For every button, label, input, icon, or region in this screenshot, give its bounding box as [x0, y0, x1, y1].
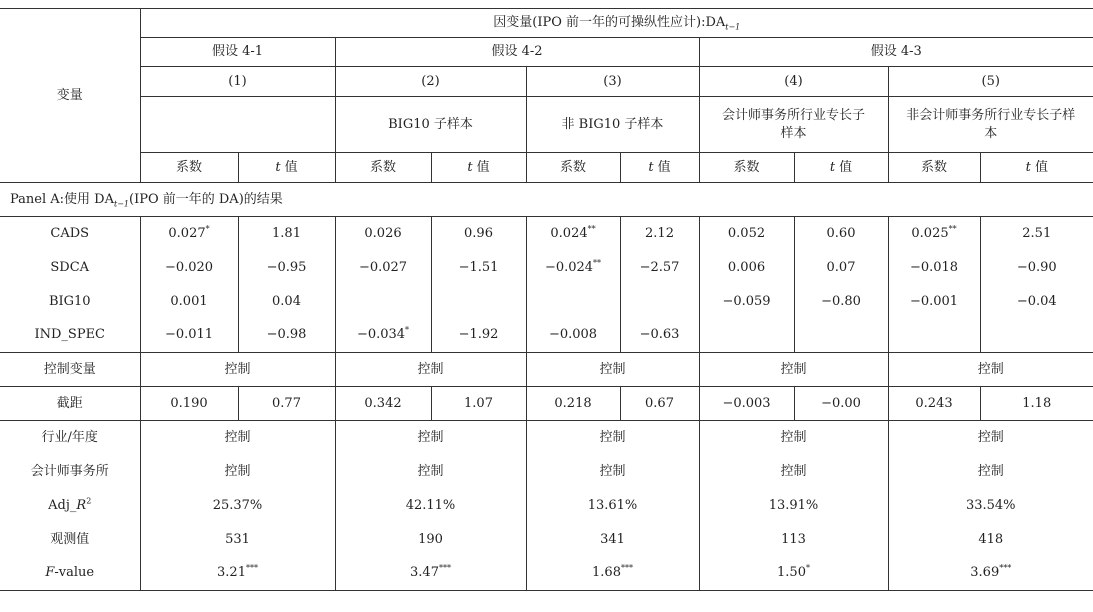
cell-value: −0.027: [358, 259, 408, 275]
summary-cell: 3.21***: [140, 557, 335, 591]
summary-cell: 42.11%: [335, 489, 526, 523]
significance-stars: *: [405, 325, 410, 335]
summary-cell: 控制: [526, 455, 699, 489]
model-2-header: (2): [335, 67, 526, 97]
cell-value: 0.96: [464, 225, 493, 241]
row-label: 观测值: [50, 531, 90, 547]
summary-cell: 531: [140, 523, 335, 557]
summary-cell: 控制: [140, 455, 335, 489]
cell-value: −0.80: [821, 293, 861, 309]
cell-value: 0.026: [364, 225, 402, 241]
panel-a-title: Panel A:使用 $DA_{t-1}(IPO$ 前一年的 DA)的结果: [0, 183, 1093, 217]
hypothesis-4-1-header: 假设 4-1: [140, 38, 335, 67]
table-cell: [699, 285, 794, 319]
t-value-header: t 值: [431, 153, 526, 183]
t-value-header: t 值: [794, 153, 888, 183]
table-cell: [238, 285, 335, 319]
cell-value: 0.001: [170, 293, 208, 309]
table-cell: [526, 217, 620, 251]
table-cell: 0.77: [238, 387, 335, 421]
cell-value: −0.95: [266, 259, 307, 275]
table-cell: 1.07: [431, 387, 526, 421]
summary-cell: 13.61%: [526, 489, 699, 523]
table-cell: [140, 217, 238, 251]
model-3-header: (3): [526, 67, 699, 97]
coef-header: 系数: [526, 153, 620, 183]
cell-value: −0.020: [164, 259, 214, 275]
table-cell: [431, 251, 526, 285]
summary-cell: 1.68***: [526, 557, 699, 591]
row-label: 控制变量: [0, 353, 140, 387]
table-cell: [140, 319, 238, 353]
cell-value: 0.024: [550, 225, 588, 241]
model-4-header: (4): [699, 67, 888, 97]
table-cell: [238, 217, 335, 251]
cell-value: −0.059: [722, 293, 771, 309]
industry-year-row: [0, 421, 1093, 455]
table-cell: −0.003: [699, 387, 794, 421]
table-cell: [140, 251, 238, 285]
control-cell: 控制: [335, 353, 526, 387]
summary-cell: 3.47***: [335, 557, 526, 591]
adj-r2-row: [0, 489, 1093, 523]
row-label: $Adj\_R^2$: [48, 496, 92, 513]
row-label: CADS: [50, 225, 90, 241]
summary-cell: 113: [699, 523, 888, 557]
summary-cell: 190: [335, 523, 526, 557]
cell-value: −2.57: [639, 259, 680, 275]
summary-cell: 控制: [140, 421, 335, 455]
row-label: 行业/年度: [41, 429, 98, 445]
summary-cell: 1.50*: [699, 557, 888, 591]
summary-cell: 控制: [888, 421, 1093, 455]
cell-value: −0.63: [639, 327, 680, 343]
coef-header: 系数: [888, 153, 980, 183]
sample-2-label: BIG10 子样本: [335, 97, 526, 153]
hypothesis-4-2-header: 假设 4-2: [335, 38, 699, 67]
table-cell: [620, 217, 699, 251]
sample-3-label: 非 BIG10 子样本: [526, 97, 699, 153]
cell-value: 0.027: [168, 225, 206, 241]
table-cell: [431, 319, 526, 353]
t-value-header: t 值: [980, 153, 1093, 183]
cell-value: −0.008: [548, 327, 598, 343]
sample-1-label: [140, 97, 335, 153]
cell-value: −0.001: [909, 293, 959, 309]
cell-value: −0.034: [356, 327, 406, 343]
control-variables-row: [0, 353, 1093, 387]
audit-firm-row: [0, 455, 1093, 489]
table-cell: [335, 217, 431, 251]
table-cell: [980, 319, 1093, 353]
coef-header: 系数: [699, 153, 794, 183]
table-cell: [431, 217, 526, 251]
cell-value: 0.60: [826, 225, 856, 241]
t-value-header: t 值: [238, 153, 335, 183]
summary-cell: 33.54%: [888, 489, 1093, 523]
table-cell: [431, 285, 526, 319]
f-value-row: [0, 557, 1093, 591]
row-label: SDCA: [50, 259, 90, 275]
summary-cell: 控制: [335, 421, 526, 455]
sample-4-label: 会计师事务所行业专长子样本: [699, 97, 888, 153]
cell-value: 2.12: [645, 225, 674, 241]
table-row: [0, 217, 1093, 251]
table-cell: [888, 319, 980, 353]
summary-cell: 控制: [526, 421, 699, 455]
cell-value: 0.025: [911, 225, 949, 241]
cell-value: 1.81: [272, 225, 301, 241]
table-cell: [620, 285, 699, 319]
significance-stars: *: [205, 224, 210, 234]
summary-cell: 控制: [699, 421, 888, 455]
table-cell: 0.243: [888, 387, 980, 421]
cell-value: −0.90: [1016, 259, 1057, 275]
row-label: IND_SPEC: [0, 319, 140, 353]
table-cell: [620, 319, 699, 353]
table-cell: [794, 319, 888, 353]
control-cell: 控制: [526, 353, 699, 387]
control-cell: 控制: [699, 353, 888, 387]
table-row: [0, 285, 1093, 319]
table-cell: [699, 319, 794, 353]
summary-cell: 控制: [888, 455, 1093, 489]
table-cell: [888, 217, 980, 251]
table-cell: [980, 285, 1093, 319]
table-cell: [335, 319, 431, 353]
table-cell: 0.218: [526, 387, 620, 421]
model-5-header: (5): [888, 67, 1093, 97]
cell-value: 0.052: [727, 225, 766, 241]
row-label: 截距: [0, 387, 140, 421]
dependent-variable-header: 因变量(IPO 前一年的可操纵性应计)$:DA_{t-1}$: [140, 9, 1093, 38]
cell-value: 0.006: [727, 259, 766, 275]
summary-cell: 341: [526, 523, 699, 557]
cell-value: −0.011: [164, 327, 214, 343]
significance-stars: **: [948, 224, 957, 234]
summary-cell: 控制: [335, 455, 526, 489]
summary-cell: 13.91%: [699, 489, 888, 523]
coef-header: 系数: [140, 153, 238, 183]
table-cell: −0.00: [794, 387, 888, 421]
row-label: 会计师事务所: [30, 463, 109, 479]
table-cell: [794, 285, 888, 319]
variable-header: 变量: [0, 9, 140, 183]
summary-cell: 控制: [699, 455, 888, 489]
cell-value: −1.51: [458, 259, 499, 275]
summary-cell: 3.69***: [888, 557, 1093, 591]
table-row: [0, 319, 1093, 353]
table-cell: [980, 217, 1093, 251]
cell-value: 2.51: [1022, 225, 1052, 241]
table-cell: [526, 251, 620, 285]
table-cell: 1.18: [980, 387, 1093, 421]
table-cell: [140, 285, 238, 319]
summary-cell: 25.37%: [140, 489, 335, 523]
cell-value: −0.024: [544, 259, 594, 275]
cell-value: −0.04: [1016, 293, 1057, 309]
control-cell: 控制: [888, 353, 1093, 387]
regression-table: [0, 8, 1093, 591]
row-label: BIG10: [48, 293, 91, 309]
table-row: [0, 251, 1093, 285]
table-cell: [335, 285, 431, 319]
table-cell: 0.67: [620, 387, 699, 421]
table-cell: 0.190: [140, 387, 238, 421]
table-cell: [526, 319, 620, 353]
coef-header: 系数: [335, 153, 431, 183]
t-value-header: t 值: [620, 153, 699, 183]
cell-value: 0.04: [272, 293, 301, 309]
table-cell: [980, 251, 1093, 285]
hypothesis-4-3-header: 假设 4-3: [699, 38, 1093, 67]
table-cell: [699, 251, 794, 285]
table-cell: [526, 285, 620, 319]
row-label: F-value: [0, 557, 140, 591]
significance-stars: **: [587, 224, 596, 234]
table-cell: [699, 217, 794, 251]
cell-value: 0.07: [826, 259, 856, 275]
table-cell: [335, 251, 431, 285]
summary-cell: 418: [888, 523, 1093, 557]
table-cell: [794, 217, 888, 251]
intercept-row: [0, 387, 1093, 421]
table-cell: [794, 251, 888, 285]
significance-stars: **: [593, 258, 602, 268]
table-cell: [888, 251, 980, 285]
cell-value: −0.98: [266, 327, 307, 343]
table-cell: [238, 251, 335, 285]
sample-5-label: 非会计师事务所行业专长子样本: [888, 97, 1093, 153]
cell-value: −0.018: [909, 259, 959, 275]
observations-row: [0, 523, 1093, 557]
table-cell: [238, 319, 335, 353]
control-cell: 控制: [140, 353, 335, 387]
table-cell: 0.342: [335, 387, 431, 421]
table-cell: [888, 285, 980, 319]
cell-value: −1.92: [458, 327, 499, 343]
table-cell: [620, 251, 699, 285]
model-1-header: (1): [140, 67, 335, 97]
